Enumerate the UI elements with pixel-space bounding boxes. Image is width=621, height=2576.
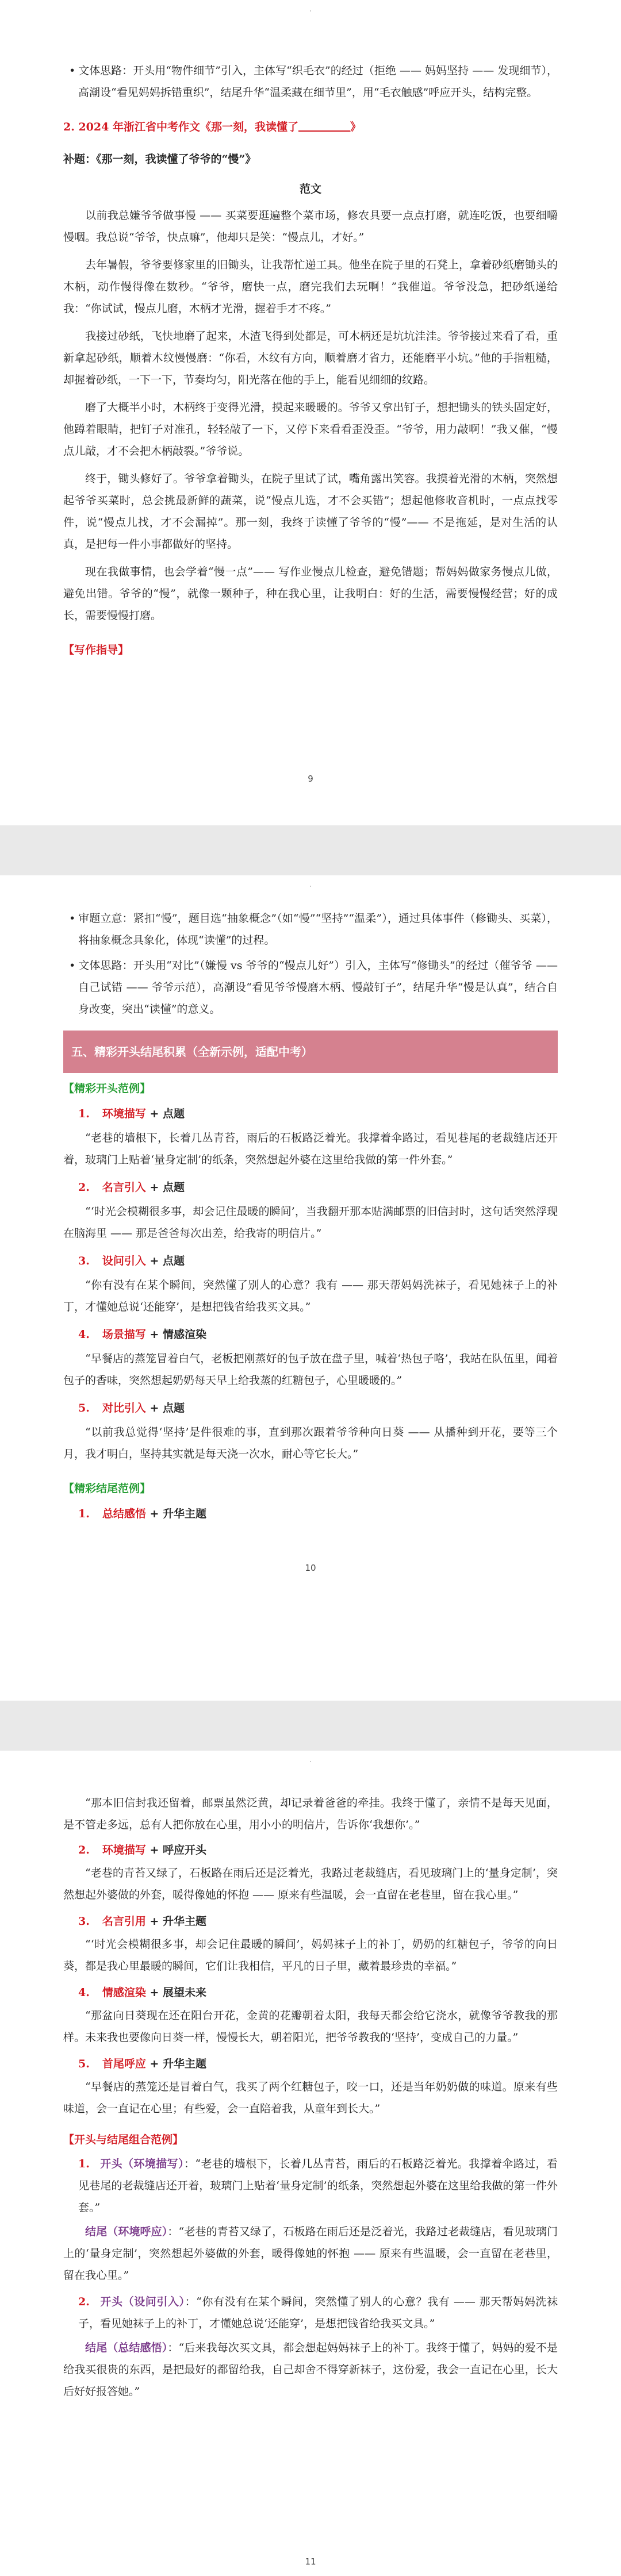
opening-subheading: 4. 场景描写 + 情感渲染 [78, 1328, 207, 1341]
opening-example: “你有没有在某个瞬间，突然懂了别人的心意？我有 —— 那天帮妈妈洗袜子，看见她袜子上的补丁，才懂她总说‘还能穿’，是想把钱省给我买文具。” [63, 1279, 558, 1313]
essay-paragraph: 以前我总嫌爷爷做事慢 —— 买菜要逛遍整个菜市场，修农具要一点点打磨，就连吃饭，也要细嚼慢咽。我总说“爷爷，快点嘛”，他却只是笑：“慢点儿，才好。” [63, 209, 558, 244]
ending-subheading: 4. 情感渲染 + 展望未来 [78, 1986, 207, 1999]
idea-bullet: • 文体思路：开头用“物件细节”引入，主体写“织毛衣”的经过（拒绝 —— 妈妈坚持 —— 发现细节），高潮设“看见妈妈拆错重织”，结尾升华“温柔藏在细节里”，用“毛衣触感”呼应开头，结构完整。 [69, 64, 558, 99]
ending-subheading: 3. 名言引用 + 升华主题 [78, 1915, 207, 1928]
page-dot [310, 886, 311, 887]
combo-opening: 1. 开头（环境描写）：“老巷的墙根下，长着几丛青苔，雨后的石板路泛着光。我撑着伞路过，看见巷尾的老裁缝店还开着，玻璃门上贴着‘量身定制’的纸条，突然想起外婆在这里给我做的第一件外套。” [78, 2158, 558, 2214]
exam-title: 2. 2024 年浙江省中考作文《那一刻，我读懂了 》 [63, 116, 558, 138]
opening-example: “‘时光会模糊很多事，却会记住最暖的瞬间’，当我翻开那本贴满邮票的旧信封时，这句话突然浮现在脑海里 —— 那是爸爸每次出差，给我寄的明信片。” [63, 1205, 558, 1240]
page-number: 10 [305, 1563, 316, 1573]
essay-paragraph: 终于，锄头修好了。爷爷拿着锄头，在院子里试了试，嘴角露出笑容。我摸着光滑的木柄，突然想起爷爷买菜时，总会挑最新鲜的蔬菜，说“慢点儿选，才不会买错”；想起他修收音机时，一点点找零件，说“慢点儿找，才不会漏掉”。那一刻，我终于读懂了爷爷的“慢”—— 不是拖延，是对生活的认真，是把每一件小事都做好的坚持。 [63, 472, 558, 551]
combo-opening: 2. 开头（设问引入）：“你有没有在某个瞬间，突然懂了别人的心意？我有 —— 那天帮妈妈洗袜子，看见她袜子上的补丁，才懂她总说‘还能穿’，是想把钱省给我买文具。” [78, 2296, 558, 2330]
essay-paragraph: 现在我做事情，也会学着“慢一点”—— 写作业慢点儿检查，避免错题；帮妈妈做家务慢点儿做，避免出错。爷爷的“慢”，就像一颗种子，种在我心里，让我明白：好的生活，需要慢慢经营；好的成长，需要慢慢打磨。 [63, 566, 558, 622]
ending-example: “老巷的青苔又绿了，石板路在雨后还是泛着光，我路过老裁缝店，看见玻璃门上的‘量身定制’，突然想起外婆做的外套，暖得像她的怀抱 —— 原来有些温暖，会一直留在老巷里，留在我心里。” [63, 1867, 558, 1901]
combo-examples-heading: 【开头与结尾组合范例】 [63, 2133, 184, 2146]
ending-subheading: 5. 首尾呼应 + 升华主题 [78, 2058, 207, 2070]
theme-bullet: • 审题立意：紧扣“慢”，题目选“抽象概念”（如“慢”“坚持”“温柔”），通过具体事件（修锄头、买菜），将抽象概念具象化，体现“读懂”的过程。 [69, 912, 558, 947]
page-dot [310, 10, 311, 11]
section-banner: 五、精彩开头结尾积累（全新示例，适配中考） [63, 1031, 558, 1073]
ending-examples-heading: 【精彩结尾范例】 [63, 1482, 151, 1495]
ending-subheading: 2. 环境描写 + 呼应开头 [78, 1844, 207, 1856]
ending-example: “那盆向日葵现在还在阳台开花，金黄的花瓣朝着太阳，我每天都会给它浇水，就像爷爷教我的那样。未来我也要像向日葵一样，慢慢长大，朝着阳光，把爷爷教我的‘坚持’，变成自己的力量。” [63, 2009, 558, 2044]
opening-subheading: 5. 对比引入 + 点题 [78, 1402, 185, 1414]
ending-example: “早餐店的蒸笼还是冒着白气，我买了两个红糖包子，咬一口，还是当年奶奶做的味道。原来有些味道，会一直记在心里；有些爱，会一直陪着我，从童年到长大。” [63, 2081, 558, 2115]
document-page-10 [0, 875, 621, 1701]
fanwen-heading: 范文 [299, 183, 321, 195]
opening-subheading: 2. 名言引入 + 点题 [78, 1181, 185, 1194]
essay-paragraph: 磨了大概半小时，木柄终于变得光滑，摸起来暖暖的。爷爷又拿出钉子，想把锄头的铁头固定好，他蹲着眼睛，把钉子对准孔，轻轻敲了一下，又停下来看看歪没歪。“爷爷，用力敲啊！”我又催，“慢点儿敲，才不会把木柄敲裂。”爷爷说。 [63, 401, 558, 457]
ending-subheading: 1. 总结感悟 + 升华主题 [78, 1508, 207, 1520]
ending-example: “那本旧信封我还留着，邮票虽然泛黄，却记录着爸爸的牵挂。我终于懂了，亲情不是每天见面，是不管走多远，总有人把你放在心里，用小小的明信片，告诉你‘我想你’。” [63, 1797, 558, 1831]
essay-paragraph: 去年暑假，爷爷要修家里的旧锄头，让我帮忙递工具。他坐在院子里的石凳上，拿着砂纸磨锄头的木柄，动作慢得像在数秒。“爷爷，磨快一点，磨完我们去玩啊！”我催道。爷爷没急，把砂纸递给我：“你试试，慢点儿磨，木柄才光滑，握着手才不疼。” [63, 259, 558, 315]
combo-ending: 结尾（环境呼应）：“老巷的青苔又绿了，石板路在雨后还是泛着光，我路过老裁缝店，看见玻璃门上的‘量身定制’，突然想起外婆做的外套，暖得像她的怀抱 —— 原来有些温暖，会一直留在老巷里，留在我心里。” [63, 2225, 558, 2282]
ending-example: “‘时光会模糊很多事，却会记住最暖的瞬间’，妈妈袜子上的补丁，奶奶的红糖包子，爷爷的向日葵，都是我心里最暖的瞬间，它们让我相信，平凡的日子里，藏着最珍贵的幸福。” [63, 1938, 558, 1973]
opening-subheading: 1. 环境描写 + 点题 [78, 1108, 185, 1120]
page-number: 9 [308, 774, 313, 784]
writing-guide-heading: 【写作指导】 [63, 644, 129, 656]
opening-examples-heading: 【精彩开头范例】 [63, 1082, 151, 1095]
document-page-11 [0, 1751, 621, 2576]
opening-example: “早餐店的蒸笼冒着白气，老板把刚蒸好的包子放在盘子里，喊着‘热包子咯’，我站在队伍里，闻着包子的香味，突然想起奶奶每天早上给我蒸的红糖包子，心里暖暖的。” [63, 1352, 558, 1387]
combo-ending: 结尾（总结感悟）：“后来我每次买文具，都会想起妈妈袜子上的补丁。我终于懂了，妈妈的爱不是给我买很贵的东西，是把最好的都留给我，自己却舍不得穿新袜子，这份爱，我会一直记在心里，长大后好好报答她。” [63, 2342, 558, 2398]
opening-example: “以前我总觉得‘坚持’是件很难的事，直到那次跟着爷爷种向日葵 —— 从播种到开花，要等三个月，我才明白，坚持其实就是每天浇一次水，耐心等它长大。” [63, 1426, 558, 1460]
page-dot [310, 1761, 311, 1762]
essay-paragraph: 我接过砂纸，飞快地磨了起来，木渣飞得到处都是，可木柄还是坑坑洼洼。爷爷接过来看了看，重新拿起砂纸，顺着木纹慢慢磨：“你看，木纹有方向，顺着磨才省力，还能磨平小坑。”他的手指粗糙，却握着砂纸，一下一下，节奏均匀，阳光落在他的手上，能看见细细的纹路。 [63, 330, 558, 386]
opening-subheading: 3. 设问引入 + 点题 [78, 1255, 185, 1267]
page-number: 11 [305, 2556, 316, 2567]
document-page-9 [0, 0, 621, 825]
supplement-title: 补题：《那一刻，我读懂了爷爷的“慢”》 [63, 153, 256, 166]
opening-example: “老巷的墙根下，长着几丛青苔，雨后的石板路泛着光。我撑着伞路过，看见巷尾的老裁缝店还开着，玻璃门上贴着‘量身定制’的纸条，突然想起外婆在这里给我做的第一件外套。” [63, 1132, 558, 1166]
idea-bullet: • 文体思路：开头用“对比”（嫌慢 vs 爷爷的“慢点儿好”）引入，主体写“修锄头”的经过（催爷爷 —— 自己试错 —— 爷爷示范），高潮设“看见爷爷慢磨木柄、慢敲钉子”，结尾升华“慢是认真”，结合自身改变，突出“读懂”的意义。 [69, 959, 558, 1016]
